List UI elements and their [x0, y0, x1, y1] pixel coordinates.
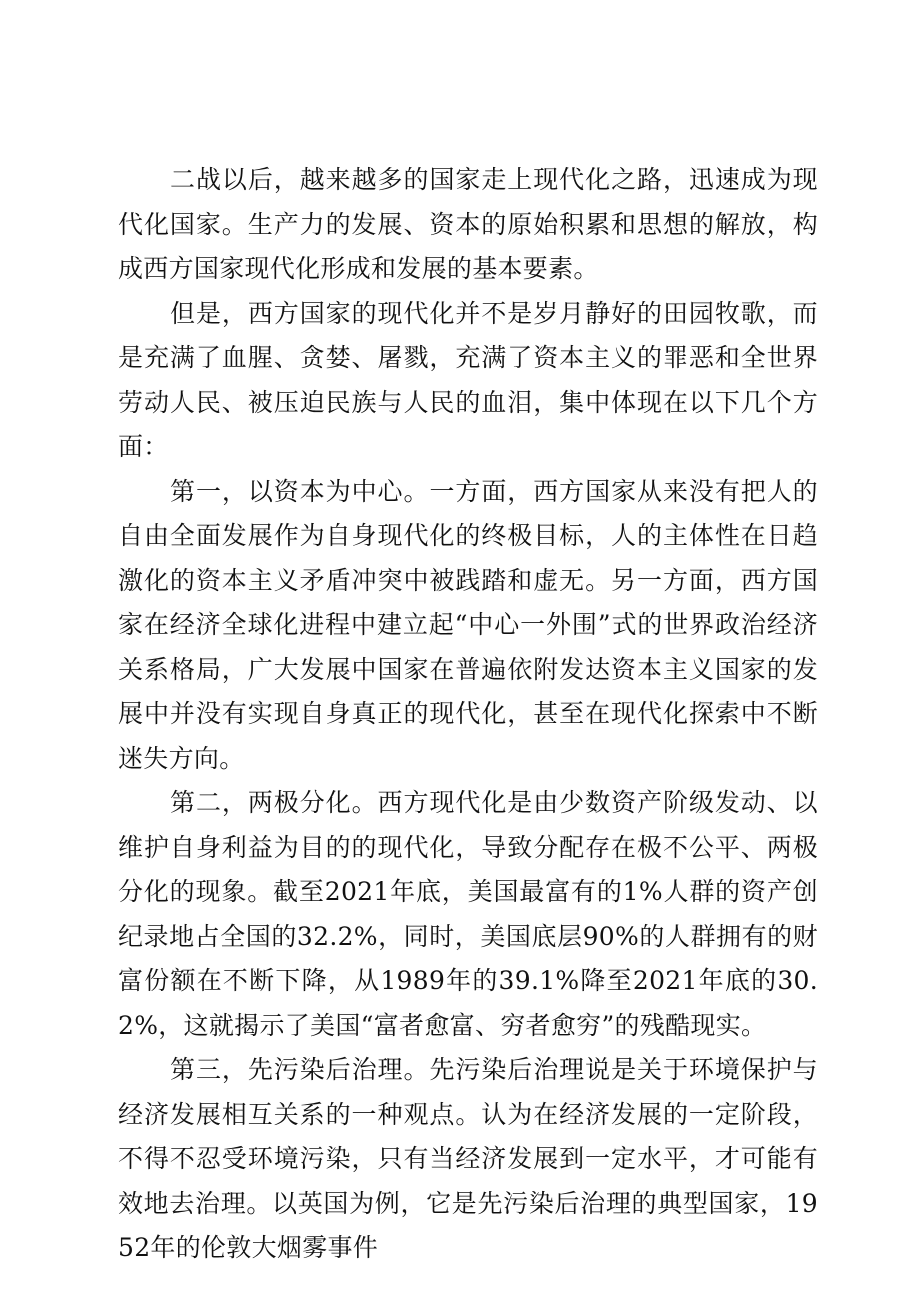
document-body [118, 158, 818, 1271]
paragraph-postwar-modernization: 二战以后，越来越多的国家走上现代化之路，迅速成为现代化国家。生产力的发展、资本的原始积累和思想的解放，构成西方国家现代化形成和发展的基本要素。 [118, 165, 818, 283]
paragraph-western-modernization-critique: 但是，西方国家的现代化并不是岁月静好的田园牧歌，而是充满了血腥、贪婪、屠戮，充满了资本主义的罪恶和全世界劳动人民、被压迫民族与人民的血泪，集中体现在以下几个方面： [118, 298, 818, 461]
paragraph-pollution-first: 第三，先污染后治理。先污染后治理说是关于环境保护与经济发展相互关系的一种观点。认为在经济发展的一定阶段，不得不忍受环境污染，只有当经济发展到一定水平，才可能有效地去治理。以英国为例，它是先污染后治理的典型国家，1952年的伦敦大烟雾事件 [118, 1055, 818, 1262]
paragraph-capital-centered: 第一，以资本为中心。一方面，西方国家从来没有把人的自由全面发展作为自身现代化的终极目标，人的主体性在日趋激化的资本主义矛盾冲突中被践踏和虚无。另一方面，西方国家在经济全球化进程中建立起“中心一外围”式的世界政治经济关系格局，广大发展中国家在普遍依附发达资本主义国家的发展中并没有实现自身真正的现代化，甚至在现代化探索中不断迷失方向。 [118, 476, 818, 773]
paragraph-polarization: 第二，两极分化。西方现代化是由少数资产阶级发动、以维护自身利益为目的的现代化，导致分配存在极不公平、两极分化的现象。截至2021年底，美国最富有的1%人群的资产创纪录地占全国的32.2%，同时，美国底层90%的人群拥有的财富份额在不断下降，从1989年的39.1%降至2021年底的30.2%，这就揭示了美国“富者愈富、穷者愈穷”的残酷现实。 [118, 788, 818, 1040]
